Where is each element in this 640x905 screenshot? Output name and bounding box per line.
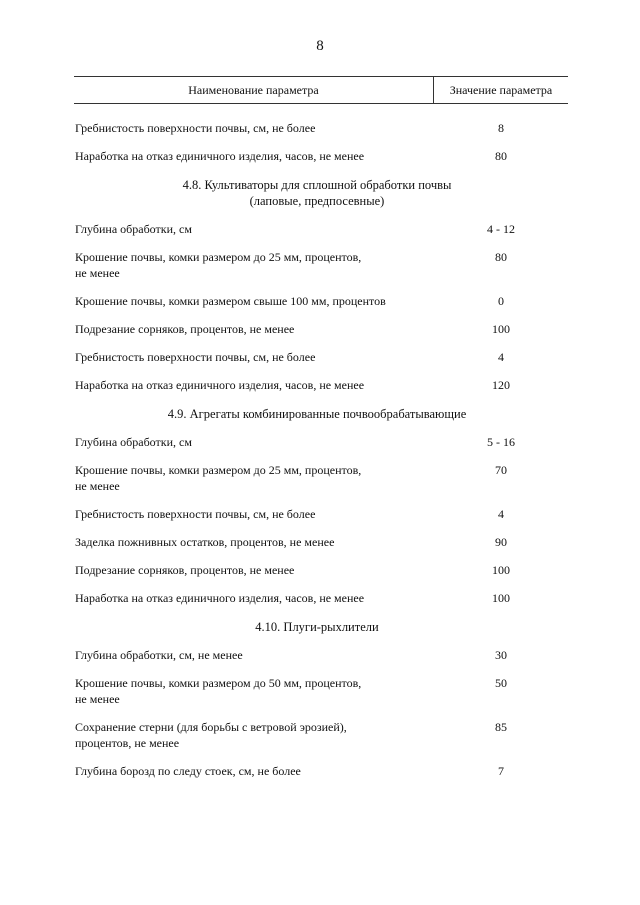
parameter-name bbox=[75, 293, 415, 309]
table-row bbox=[75, 562, 567, 578]
table-row bbox=[75, 249, 567, 281]
parameter-name bbox=[75, 148, 415, 164]
parameter-value: 30 bbox=[495, 648, 507, 662]
parameter-name bbox=[75, 434, 415, 450]
column-header-value: Значение параметра bbox=[449, 83, 553, 97]
parameter-name-line: Гребнистость поверхности почвы, см, не более bbox=[75, 507, 316, 521]
parameter-value: 50 bbox=[495, 676, 507, 690]
parameter-value: 0 bbox=[498, 294, 504, 308]
parameter-name bbox=[75, 120, 415, 136]
parameter-name-line: Глубина обработки, см, не менее bbox=[75, 648, 243, 662]
table-row bbox=[75, 647, 567, 663]
table-row bbox=[75, 534, 567, 550]
column-header-name: Наименование параметра bbox=[74, 77, 434, 103]
table-row bbox=[75, 349, 567, 365]
parameter-name bbox=[75, 763, 415, 779]
parameter-value: 85 bbox=[495, 720, 507, 734]
table-row bbox=[75, 506, 567, 522]
parameter-name-line: Заделка пожнивных остатков, процентов, не менее bbox=[75, 535, 335, 549]
parameter-name-line: Крошение почвы, комки размером до 25 мм, процентов, bbox=[75, 250, 362, 264]
parameter-name-line: Сохранение стерни (для борьбы с ветровой эрозией), bbox=[75, 720, 347, 734]
parameter-name-line: Глубина борозд по следу стоек, см, не более bbox=[75, 764, 301, 778]
parameter-value: 100 bbox=[492, 591, 510, 605]
parameter-name bbox=[75, 462, 415, 494]
page-number: 8 bbox=[316, 38, 324, 54]
parameter-value: 4 - 12 bbox=[487, 222, 515, 236]
table-row bbox=[75, 434, 567, 450]
parameter-name bbox=[75, 534, 415, 550]
parameter-value: 7 bbox=[498, 764, 504, 778]
parameter-value: 80 bbox=[495, 149, 507, 163]
parameter-name-line: Крошение почвы, комки размером до 50 мм, процентов, bbox=[75, 676, 362, 690]
parameter-name bbox=[75, 675, 415, 707]
table-row bbox=[75, 120, 567, 136]
parameter-value: 4 bbox=[498, 350, 504, 364]
parameter-name bbox=[75, 377, 415, 393]
parameter-name bbox=[75, 590, 415, 606]
section-heading-line: 4.9. Агрегаты комбинированные почвообрабатывающие bbox=[167, 407, 467, 421]
parameter-value: 5 - 16 bbox=[487, 435, 515, 449]
table-row bbox=[75, 462, 567, 494]
section-heading bbox=[75, 406, 567, 422]
parameter-name-line: Гребнистость поверхности почвы, см, не более bbox=[75, 121, 316, 135]
section-heading-line: 4.10. Плуги-рыхлители bbox=[255, 620, 379, 634]
table-row bbox=[75, 675, 567, 707]
table-row bbox=[75, 221, 567, 237]
parameter-name bbox=[75, 349, 415, 365]
parameter-value: 100 bbox=[492, 563, 510, 577]
parameter-table-body bbox=[75, 108, 567, 779]
table-row bbox=[75, 719, 567, 751]
table-row bbox=[75, 148, 567, 164]
table-row bbox=[75, 293, 567, 309]
parameter-name-line: не менее bbox=[75, 266, 120, 280]
parameter-name-line: Наработка на отказ единичного изделия, часов, не менее bbox=[75, 149, 365, 163]
parameter-name-line: Наработка на отказ единичного изделия, часов, не менее bbox=[75, 591, 365, 605]
parameter-value: 90 bbox=[495, 535, 507, 549]
table-row bbox=[75, 377, 567, 393]
parameter-value: 70 bbox=[495, 463, 507, 477]
section-heading bbox=[75, 177, 567, 209]
parameter-name-line: Глубина обработки, см bbox=[75, 222, 192, 236]
parameter-value: 80 bbox=[495, 250, 507, 264]
table-row bbox=[75, 763, 567, 779]
parameter-value: 8 bbox=[498, 121, 504, 135]
table-row bbox=[75, 321, 567, 337]
section-heading-line: (лаповые, предпосевные) bbox=[249, 194, 385, 208]
parameter-name bbox=[75, 719, 415, 751]
parameter-name-line: Подрезание сорняков, процентов, не менее bbox=[75, 322, 295, 336]
parameter-value: 4 bbox=[498, 507, 504, 521]
parameter-name bbox=[75, 647, 415, 663]
parameter-name-line: не менее bbox=[75, 692, 120, 706]
parameter-name-line: Гребнистость поверхности почвы, см, не более bbox=[75, 350, 316, 364]
section-heading-line: 4.8. Культиваторы для сплошной обработки почвы bbox=[182, 178, 452, 192]
parameter-name-line: не менее bbox=[75, 479, 120, 493]
table-header bbox=[74, 76, 568, 104]
parameter-name-line: процентов, не менее bbox=[75, 736, 180, 750]
parameter-name bbox=[75, 562, 415, 578]
parameter-value: 120 bbox=[492, 378, 510, 392]
section-heading bbox=[75, 619, 567, 635]
parameter-name-line: Подрезание сорняков, процентов, не менее bbox=[75, 563, 295, 577]
parameter-value: 100 bbox=[492, 322, 510, 336]
parameter-name bbox=[75, 221, 415, 237]
parameter-name-line: Крошение почвы, комки размером свыше 100 мм, процентов bbox=[75, 294, 386, 308]
parameter-name bbox=[75, 321, 415, 337]
parameter-name-line: Глубина обработки, см bbox=[75, 435, 192, 449]
parameter-name bbox=[75, 506, 415, 522]
parameter-name bbox=[75, 249, 415, 281]
parameter-name-line: Наработка на отказ единичного изделия, часов, не менее bbox=[75, 378, 365, 392]
table-row bbox=[75, 590, 567, 606]
parameter-name-line: Крошение почвы, комки размером до 25 мм, процентов, bbox=[75, 463, 362, 477]
